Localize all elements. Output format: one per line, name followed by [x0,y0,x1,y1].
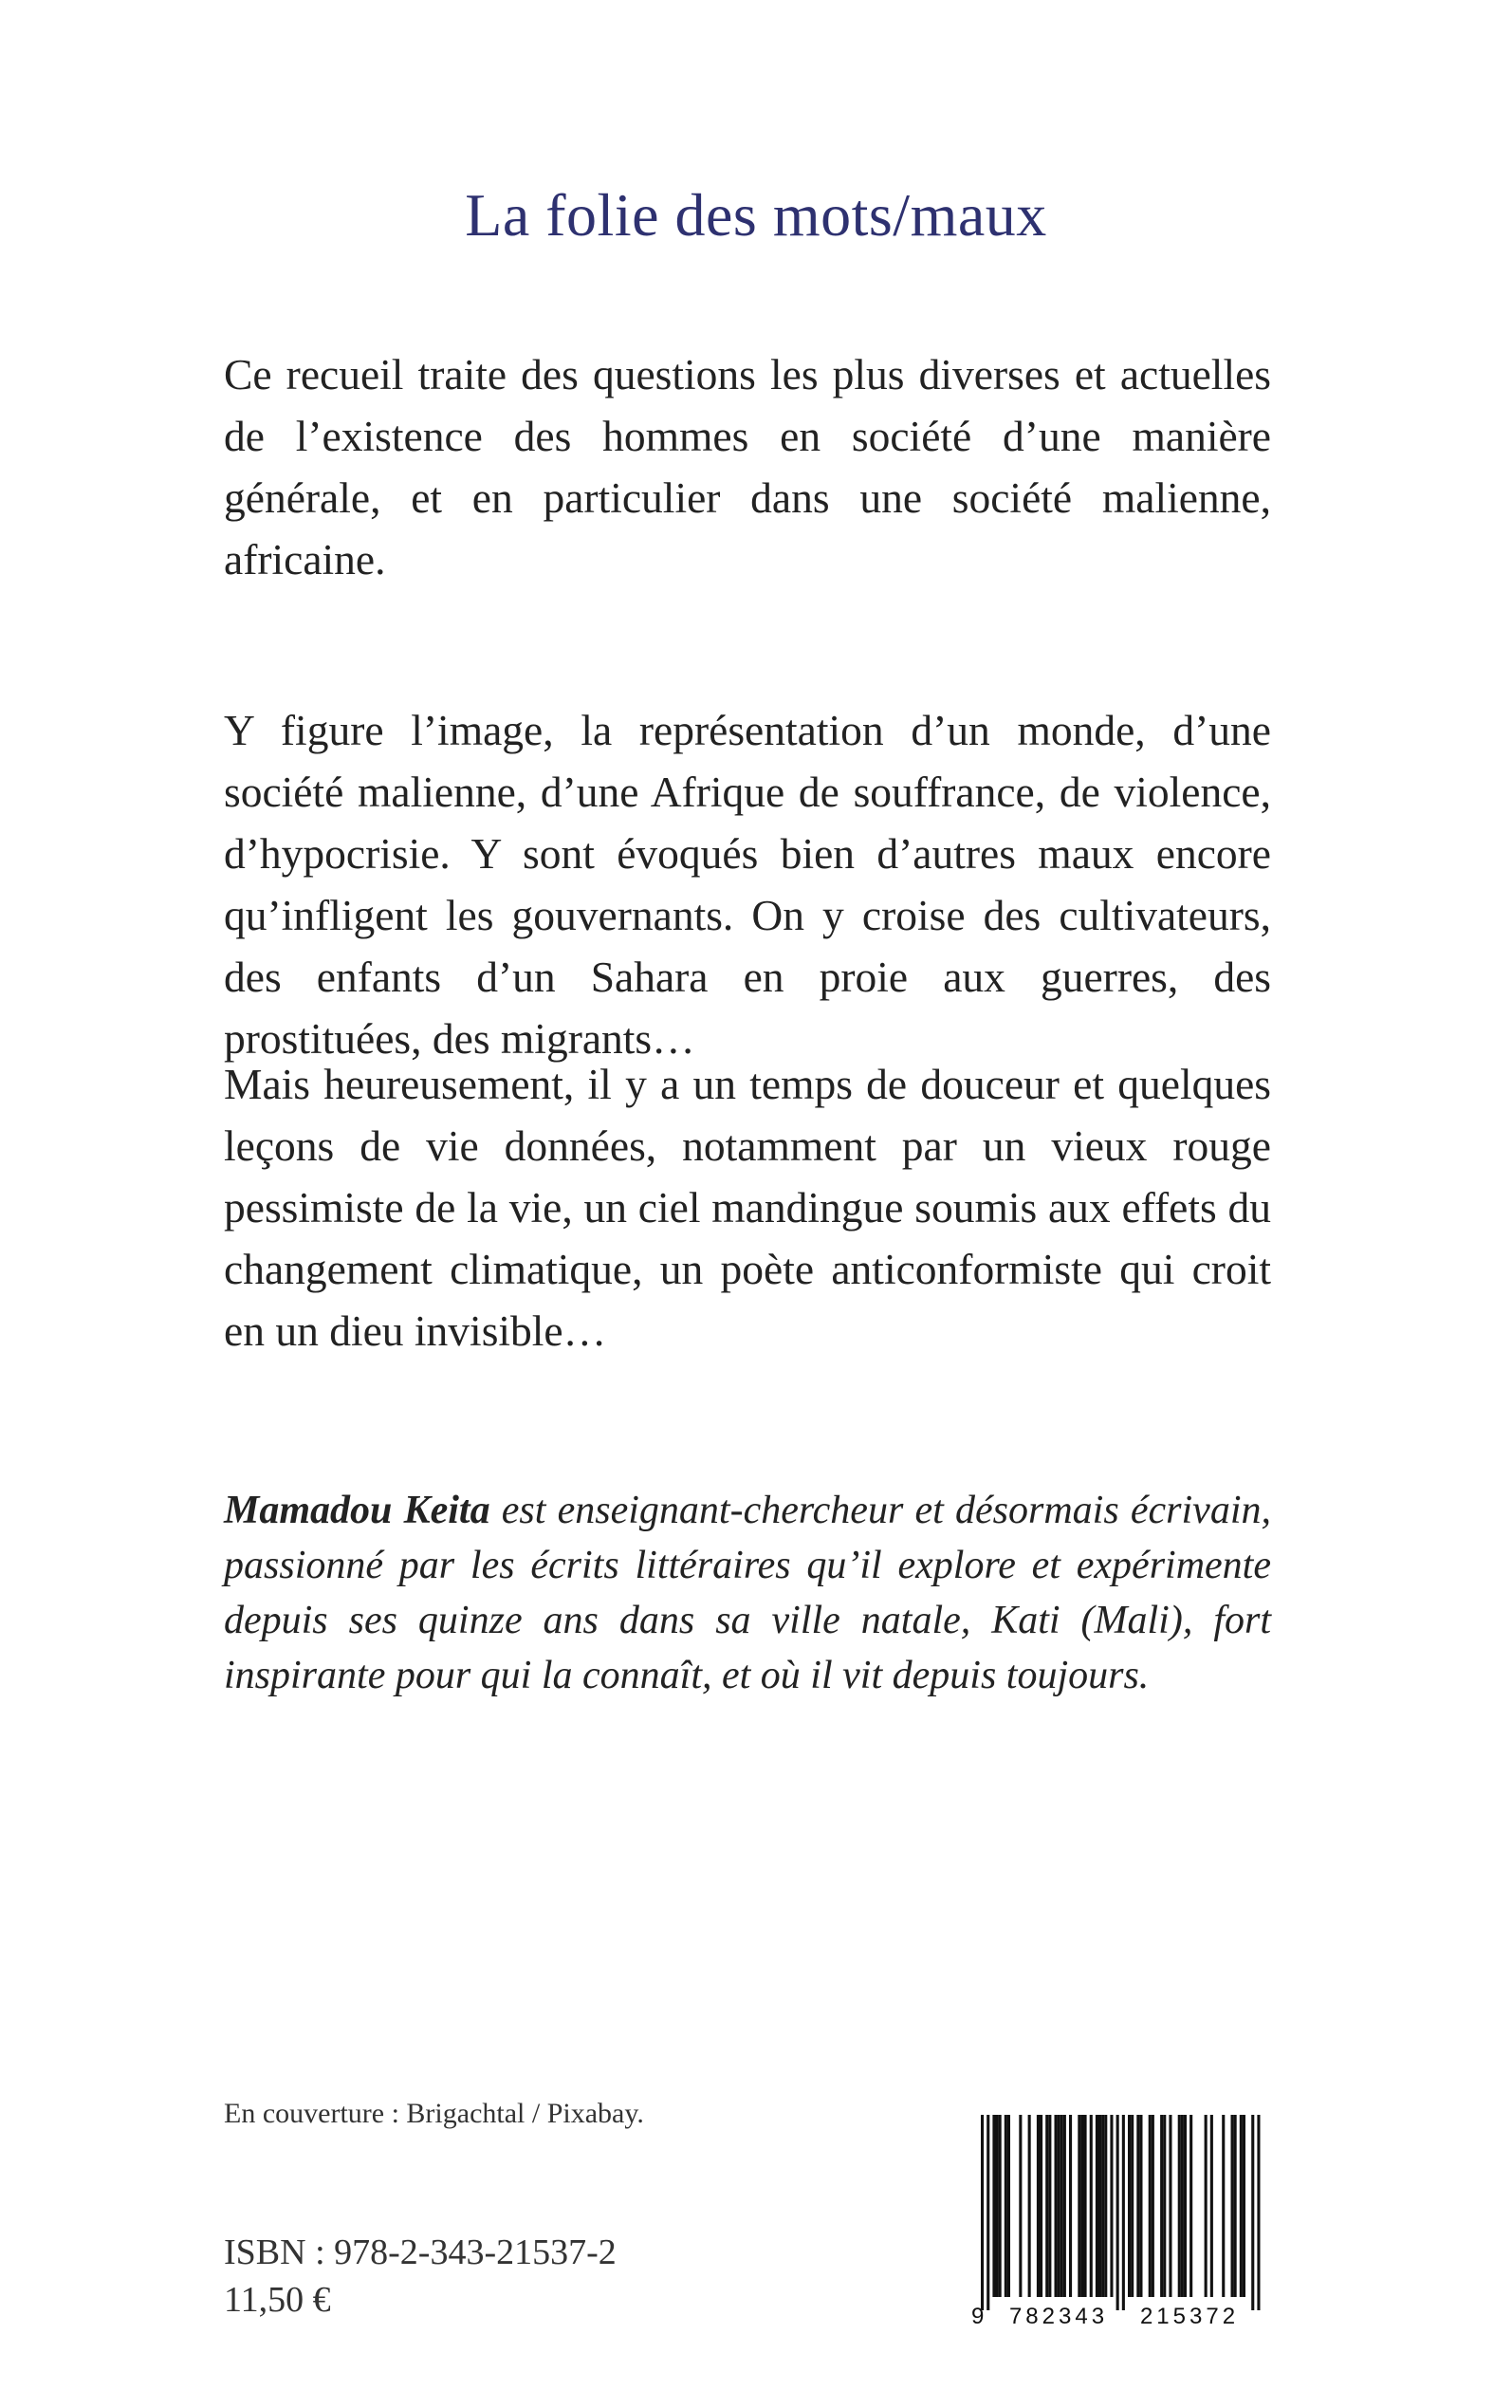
barcode-bar [981,2115,984,2310]
barcode-bar [1169,2115,1171,2297]
barcode-first-digit: 9 [971,2304,985,2329]
barcode-bar [1163,2115,1166,2297]
barcode-bar [1037,2115,1040,2297]
barcode-bar [1243,2115,1245,2297]
barcode-left-digits: 782343 [1008,2304,1109,2329]
barcode-bar [1222,2115,1225,2297]
author-name: Mamadou Keita [224,1489,490,1532]
barcode-bar [1136,2115,1139,2297]
barcode-bar [1251,2115,1254,2310]
cover-credit: En couverture : Brigachtal / Pixabay. [224,2098,644,2129]
barcode-bar [1028,2115,1031,2297]
author-bio [224,1483,1271,1703]
barcode-bar [996,2115,999,2297]
barcode-bar [1104,2115,1107,2297]
barcode-bar [1231,2115,1234,2297]
price: 11,50 € [224,2280,331,2320]
barcode-bar [1152,2115,1154,2297]
barcode-bar [1040,2115,1042,2297]
barcode-bar [1048,2115,1051,2297]
barcode-bar [1096,2115,1098,2297]
barcode-bar [1005,2115,1007,2297]
barcode-bar [1116,2115,1119,2310]
barcode-bar [1060,2115,1063,2297]
barcode-bar [1181,2115,1184,2297]
barcode-bar [1080,2115,1083,2297]
barcode-bar [1234,2115,1237,2297]
barcode-bar [1160,2115,1163,2297]
barcode-bar [1078,2115,1080,2297]
barcode-bar [1189,2115,1192,2297]
barcode-bar [1101,2115,1104,2297]
author-bio-text: est enseignant-chercheur et désormais écrivain, passionné par les écrits littéraires qu’il explore et expérimente depuis ses quinze ans dans sa ville natale, Kati (Mali), fort inspirante pour qui la connaît, et où il vit depuis toujours. [224,1489,1271,1697]
barcode-bar [1131,2115,1134,2297]
summary-paragraph-2: Y figure l’image, la représentation d’un monde, d’une société malienne, d’une Afrique de souffrance, de violence, d’hypocrisie. Y sont évoqués bien d’autres maux encore qu’infligent les gouvernants. On y croise des cultivateurs, des enfants d’un Sahara en proie aux guerres, des prostituées, des migrants… [224,706,1271,1063]
barcode-bar [1139,2115,1142,2297]
barcode-bar [986,2115,989,2310]
barcode-bar [1257,2115,1260,2310]
summary-paragraph-3: Mais heureusement, il y a un temps de douceur et quelques leçons de vie données, notamment par un vieux rouge pessimiste de la vie, un ciel mandingue soumis aux effets du changement climatique, un poète anticonformiste qui croit en un dieu invisible… [224,1060,1271,1355]
book-title: La folie des mots/maux [465,181,1047,249]
barcode-bar [1128,2115,1131,2297]
barcode-bar [1007,2115,1010,2297]
barcode-bar [1045,2115,1048,2297]
barcode-bar [1019,2115,1022,2297]
barcode-bar [1058,2115,1060,2297]
barcode-bar [1240,2115,1243,2297]
barcode-bar [1149,2115,1152,2297]
barcode-bar [1063,2115,1066,2297]
barcode-bar [1055,2115,1058,2297]
isbn: ISBN : 978-2-343-21537-2 [224,2232,617,2272]
barcode-bar [1184,2115,1187,2297]
barcode-bar [1084,2115,1087,2297]
summary-paragraph-1: Ce recueil traite des questions les plus diverses et actuelles de l’existence des hommes en société d’une manière générale, et en particulier dans une société malienne, africaine. [224,350,1271,583]
barcode-bar [1205,2115,1208,2297]
barcode-right-digits: 215372 [1139,2304,1240,2329]
barcode-bar [992,2115,995,2297]
barcode-bar [1110,2115,1113,2297]
barcode-bar [1098,2115,1101,2297]
barcode-bar [1069,2115,1072,2297]
barcode-bar [1210,2115,1213,2297]
barcode-bar [1178,2115,1181,2297]
barcode [964,2111,1277,2329]
barcode-bar [1090,2115,1093,2297]
barcode-bar [999,2115,1002,2297]
barcode-bar [1122,2115,1125,2310]
